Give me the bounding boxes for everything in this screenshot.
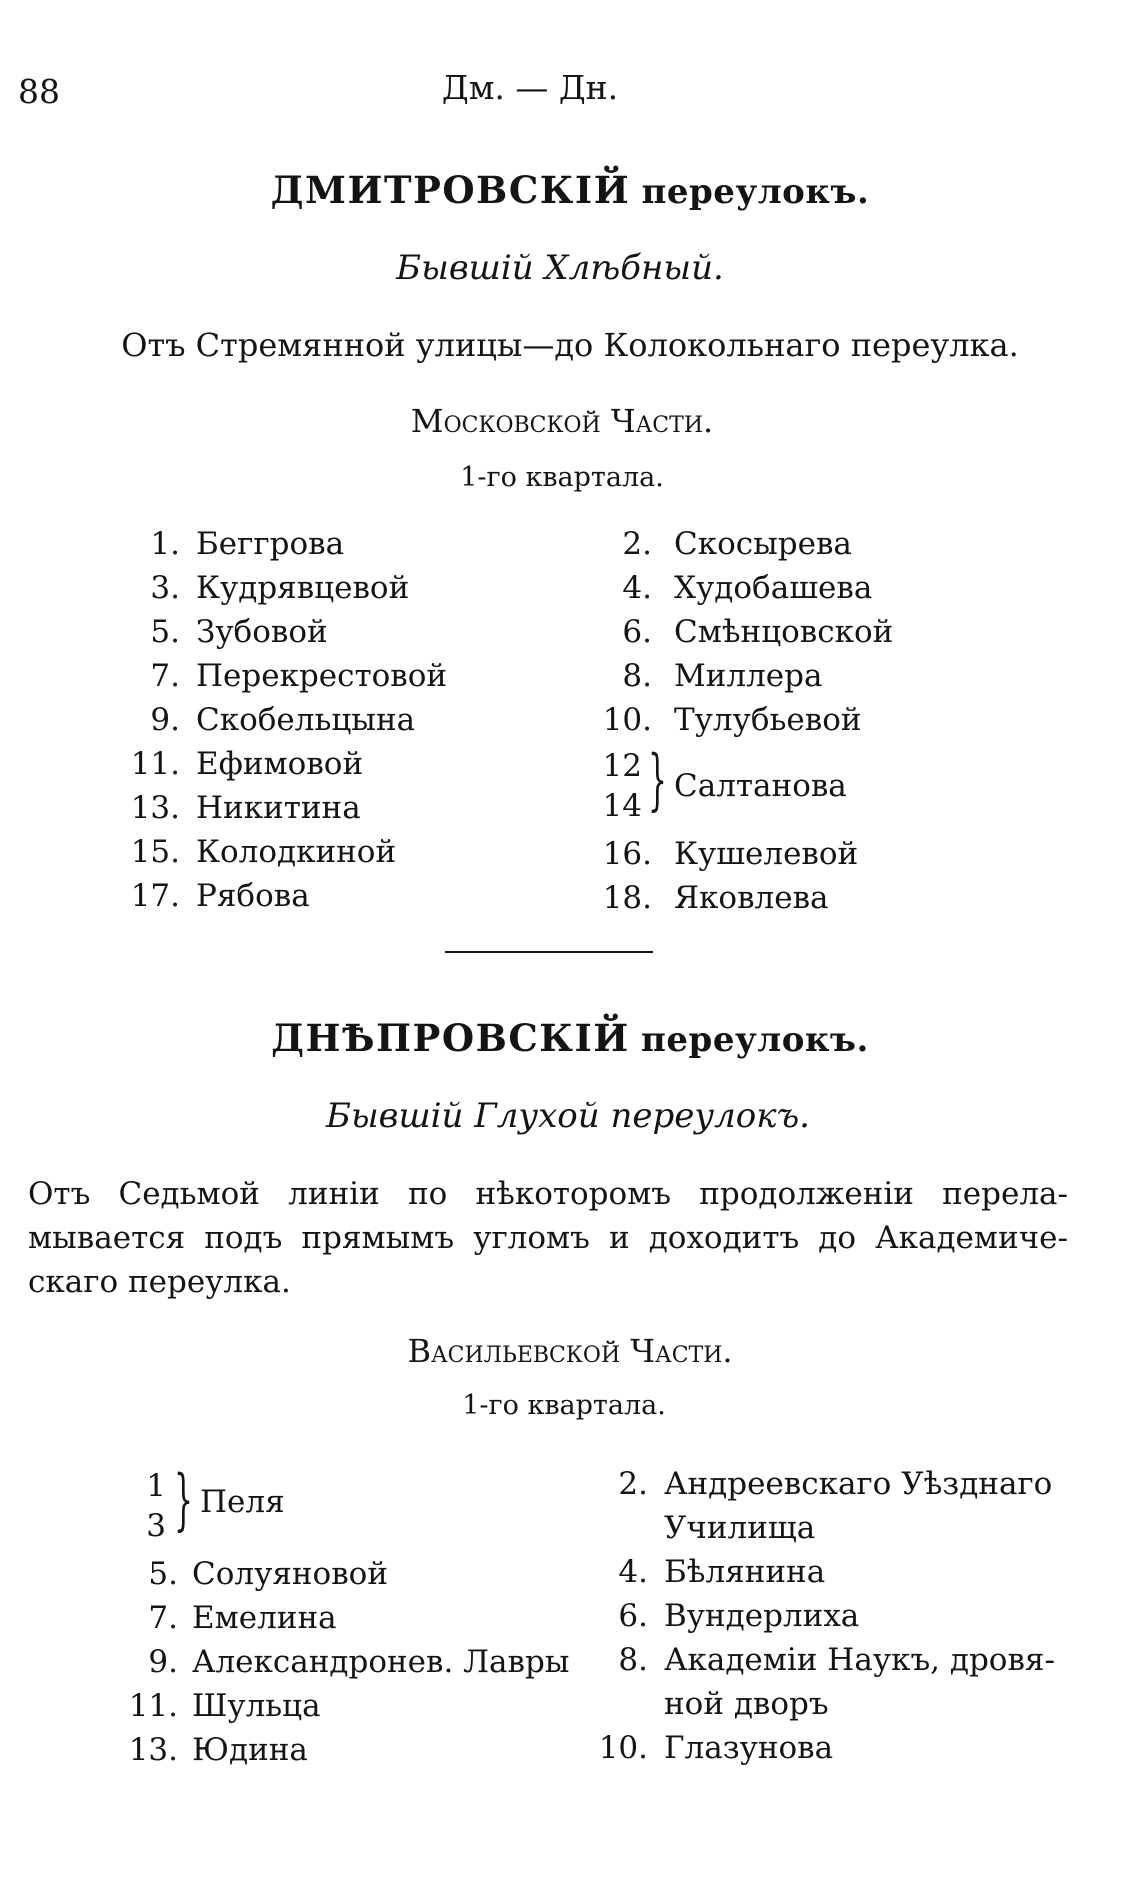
list-item (572, 568, 872, 608)
list-item (98, 1730, 308, 1770)
section-1-brace-entry: 12 14 } Салтанова (602, 741, 847, 824)
entry-name: Александронев. Лавры (192, 1644, 570, 1680)
entry-name: Академіи Наукъ, дровя- (664, 1642, 1055, 1678)
entry-number: 6. (618, 1598, 648, 1634)
entry-name: ной дворъ (664, 1686, 829, 1722)
entry-number: 8. (622, 658, 652, 694)
entry-number: 17. (130, 878, 180, 914)
list-item (100, 656, 447, 696)
entry-name: Кудрявцевой (196, 570, 410, 606)
entry-number: 9. (150, 702, 180, 738)
entry-number: 7. (150, 658, 180, 694)
list-item (568, 1728, 833, 1768)
list-item (100, 524, 344, 564)
entry-number: 6. (622, 614, 652, 650)
entry-number: 13. (128, 1732, 178, 1768)
entry-name: Юдина (192, 1732, 308, 1768)
section-2-quarter: 1-го квартала. (462, 1390, 666, 1421)
entry-name: Вундерлиха (664, 1598, 860, 1634)
list-item (98, 1554, 388, 1594)
entry-number: 4. (618, 1554, 648, 1590)
entry-number: 9. (148, 1644, 178, 1680)
entry-name: Тулубьевой (674, 702, 862, 738)
entry-name: Миллера (674, 658, 823, 694)
entry-name: Кушелевой (674, 836, 859, 872)
entry-name: Солуяновой (192, 1556, 388, 1592)
list-item (100, 788, 361, 828)
entry-name: Бѣлянина (664, 1554, 826, 1590)
entry-number: 4. (622, 570, 652, 606)
list-item (572, 700, 862, 740)
list-item (100, 568, 409, 608)
page-number: 88 (18, 72, 60, 111)
section-2-district: Васильевской Части. (407, 1332, 733, 1370)
entry-number: 11. (128, 1688, 178, 1724)
section-1-quarter: 1-го квартала. (460, 462, 664, 493)
entry-number: 16. (602, 836, 652, 872)
entry-name: Скосырева (674, 526, 852, 562)
list-item (572, 878, 829, 918)
entry-name: Яковлева (674, 880, 829, 916)
list-item (572, 612, 893, 652)
section-1-district: Московской Части. (410, 402, 714, 440)
entry-number: 10. (602, 702, 652, 738)
brace-glyph: } (174, 1461, 193, 1538)
section-1-former-name: Бывшій Хлѣбный. (396, 248, 724, 288)
entry-number: 18. (602, 880, 652, 916)
entry-number: 2. (622, 526, 652, 562)
list-item (100, 744, 363, 784)
list-item (100, 876, 310, 916)
entry-name: Скобельцына (196, 702, 416, 738)
section-2-title: ДНѢПРОВСКІЙ переулокъ. (271, 1016, 869, 1060)
list-item (568, 1508, 815, 1548)
entry-name: Глазунова (664, 1730, 834, 1766)
list-item (568, 1596, 859, 1636)
entry-number: 1. (150, 526, 180, 562)
entry-number: 13. (130, 790, 180, 826)
entry-name: Никитина (196, 790, 361, 826)
list-item (98, 1686, 321, 1726)
list-item (100, 612, 328, 652)
list-item (572, 834, 858, 874)
section-1-route: Отъ Стремянной улицы—до Колокольнаго переулка. (121, 326, 1019, 364)
entry-number: 5. (150, 614, 180, 650)
entry-number: 15. (130, 834, 180, 870)
entry-number: 5. (148, 1556, 178, 1592)
entry-name: Рябова (196, 878, 310, 914)
list-item (100, 700, 415, 740)
section-divider (445, 951, 653, 953)
entry-number: 2. (618, 1466, 648, 1502)
entry-number: 10. (598, 1730, 648, 1766)
entry-name: Емелина (192, 1600, 337, 1636)
section-2-brace-entry: 1 3 } Пеля (146, 1461, 285, 1544)
section-2-former-name: Бывшій Глухой переулокъ. (325, 1096, 810, 1136)
list-item (568, 1684, 829, 1724)
list-item (572, 524, 852, 564)
entry-name: Шульца (192, 1688, 321, 1724)
list-item (568, 1552, 825, 1592)
entry-name: Училища (664, 1510, 816, 1546)
list-item (568, 1464, 1052, 1504)
list-item (98, 1642, 569, 1682)
list-item (572, 656, 822, 696)
entry-name: Андреевскаго Уѣзднаго (664, 1466, 1053, 1502)
entry-number: 3. (150, 570, 180, 606)
list-item (98, 1598, 337, 1638)
entry-name: Ефимовой (196, 746, 364, 782)
entry-number: 8. (618, 1642, 648, 1678)
section-1-title: ДМИТРОВСКІЙ переулокъ. (270, 168, 870, 212)
entry-number: 11. (130, 746, 180, 782)
entry-name: Худобашева (674, 570, 873, 606)
section-2-description: Отъ Седьмой линіи по нѣкоторомъ продолженіи перела- мывается подъ прямымъ угломъ и доходитъ до Академиче- скаго переулка. (28, 1176, 1068, 1300)
entry-name: Беггрова (196, 526, 345, 562)
entry-name: Перекрестовой (196, 658, 448, 694)
entry-name: Смѣнцовской (674, 614, 894, 650)
entry-name: Зубовой (196, 614, 328, 650)
entry-name: Колодкиной (196, 834, 397, 870)
running-title: Дм. — Дн. (441, 68, 619, 107)
list-item (100, 832, 396, 872)
brace-glyph: } (648, 741, 667, 818)
entry-number: 7. (148, 1600, 178, 1636)
list-item (568, 1640, 1055, 1680)
